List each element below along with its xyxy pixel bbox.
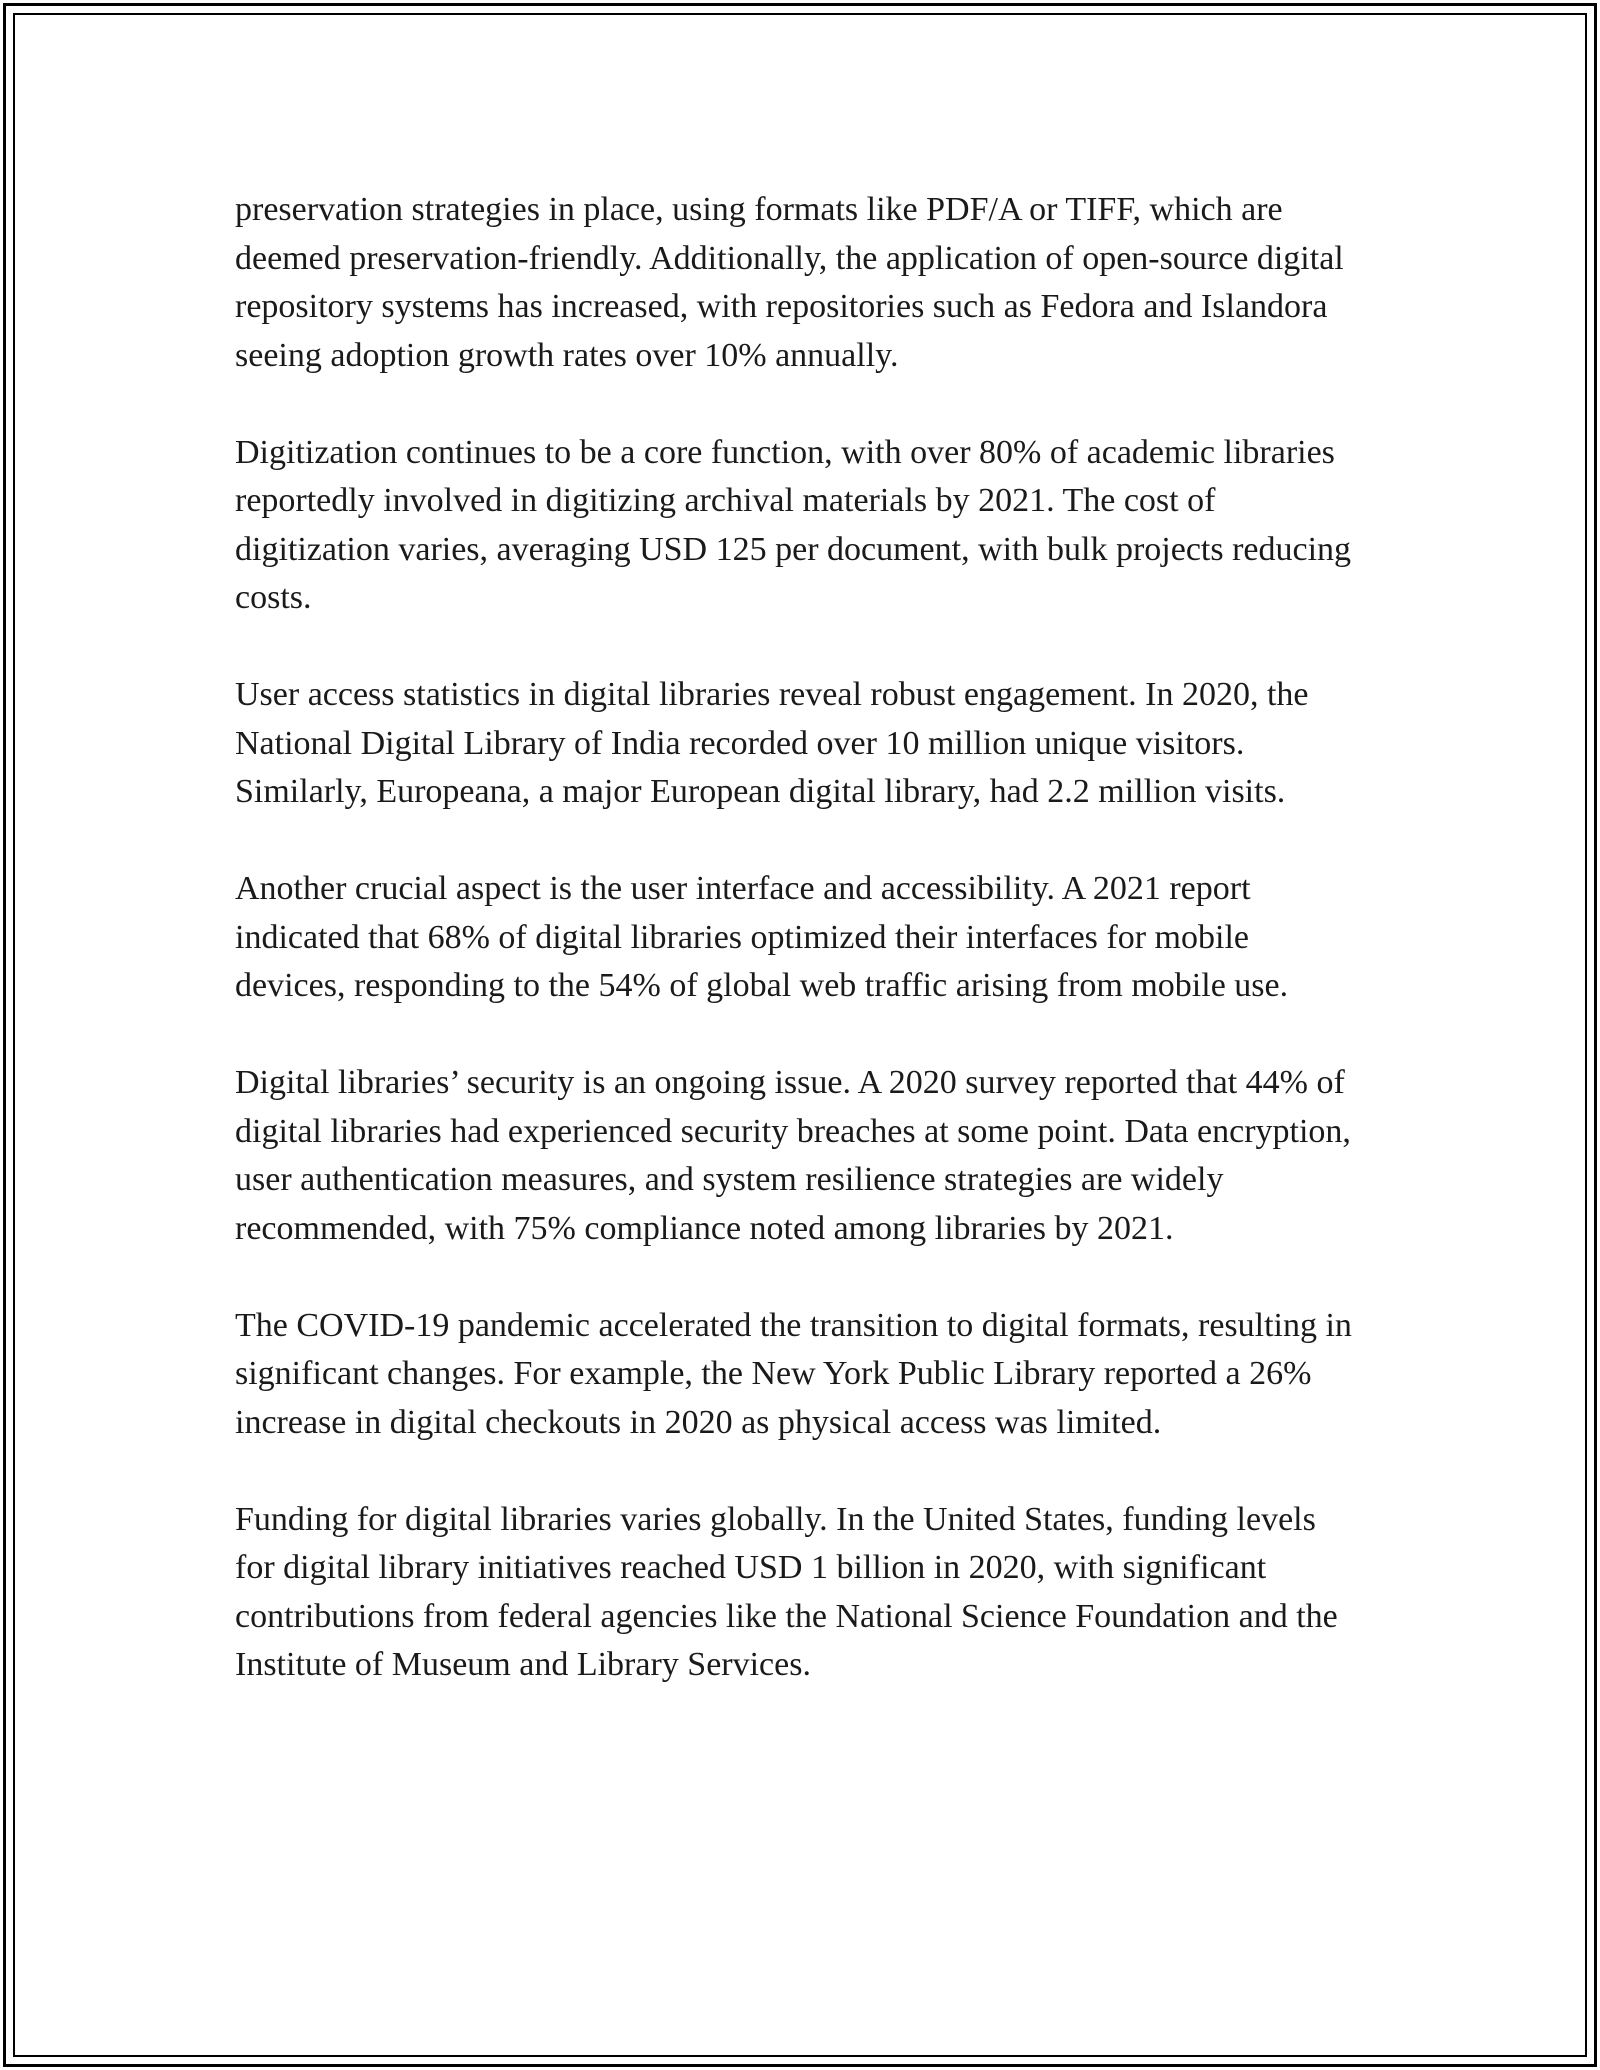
- paragraph-covid: The COVID-19 pandemic accelerated the transition to digital formats, resulting in significant changes. For example, the New York Public Library reported a 26% increase in digital checkouts in 2020 as physical access was limited.: [235, 1306, 1352, 1441]
- paragraph-user-access: User access statistics in digital libraries reveal robust engagement. In 2020, the National Digital Library of India recorded over 10 million unique visitors. Similarly, Europeana, a major European digital library, had 2.2 million visits.: [235, 676, 1309, 810]
- paragraph-digitization: Digitization continues to be a core function, with over 80% of academic libraries reportedly involved in digitizing archival materials by 2021. The cost of digitization varies, averaging USD 125 per document, with bulk projects reducing costs.: [235, 433, 1352, 616]
- paragraph-interface-accessibility: Another crucial aspect is the user interface and accessibility. A 2021 report indicated that 68% of digital libraries optimized their interfaces for mobile devices, responding to the 54% of global web traffic arising from mobile use.: [235, 870, 1289, 1004]
- paragraph-preservation: preservation strategies in place, using formats like PDF/A or TIFF, which are deemed preservation-friendly. Additionally, the application of open-source digital repository systems has increased, with repositories such as Fedora and Islandora seeing adoption growth rates over 10% annually.: [235, 191, 1344, 374]
- paragraph-security: Digital libraries’ security is an ongoing issue. A 2020 survey reported that 44% of digital libraries had experienced security breaches at some point. Data encryption, user authentication measures, and system resilience strategies are widely recommended, with 75% compliance noted among libraries by 2021.: [235, 1064, 1351, 1247]
- paragraph-funding: Funding for digital libraries varies globally. In the United States, funding levels for digital library initiatives reached USD 1 billion in 2020, with significant contributions from federal agencies like the National Science Foundation and the Institute of Museum and Library Services.: [235, 1500, 1338, 1683]
- document-body: [235, 186, 1355, 1738]
